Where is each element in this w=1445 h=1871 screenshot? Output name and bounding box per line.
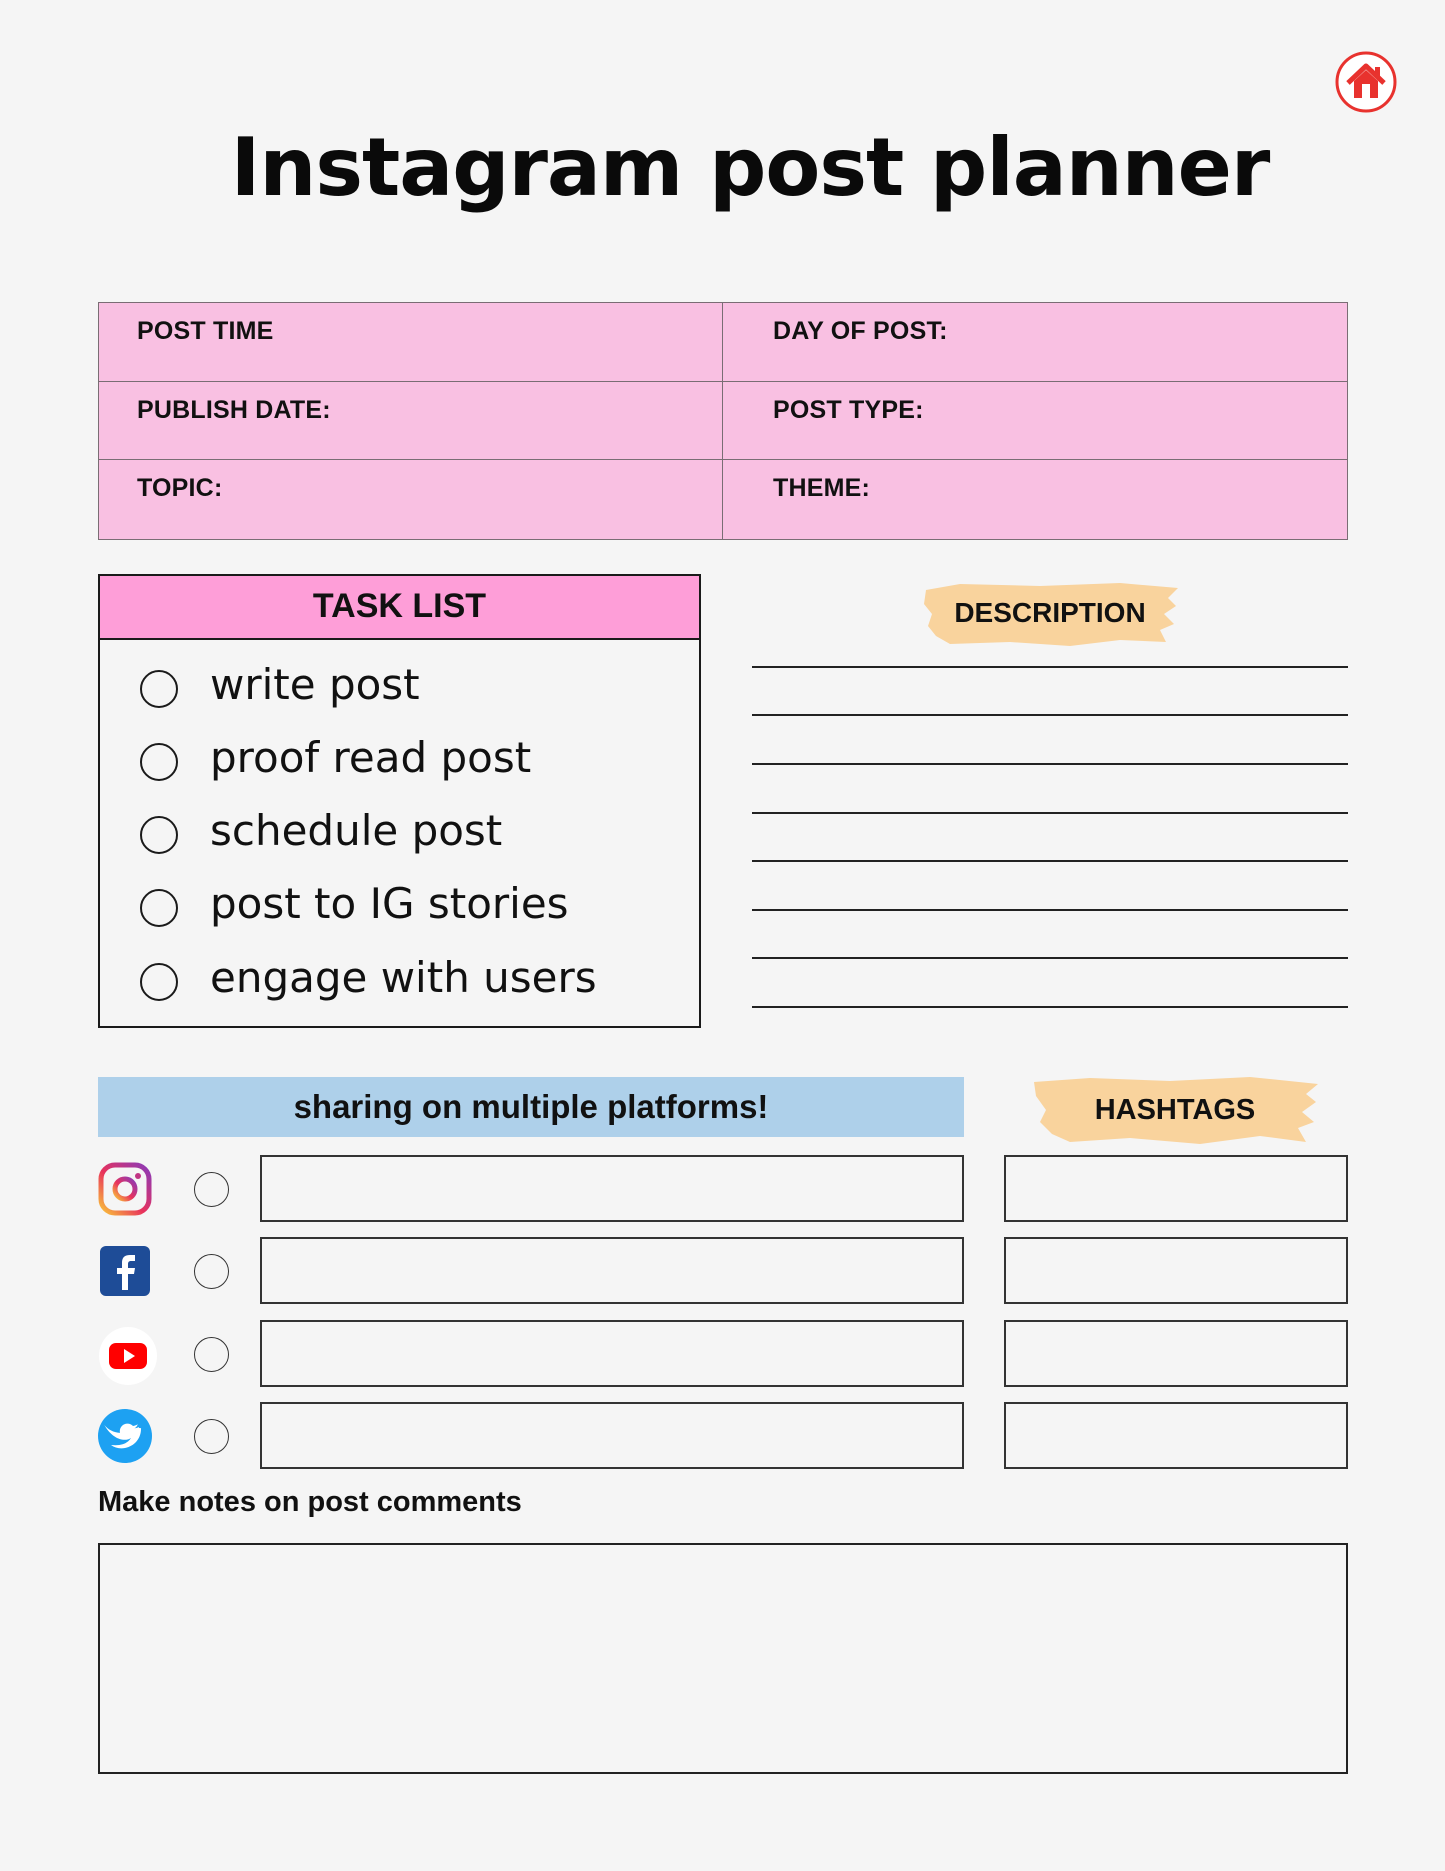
task-checkbox[interactable] bbox=[140, 889, 178, 927]
task-label: schedule post bbox=[210, 805, 503, 855]
platform-radio[interactable] bbox=[194, 1337, 229, 1372]
page-title: Instagram post planner bbox=[230, 121, 1270, 214]
platform-input[interactable] bbox=[260, 1402, 964, 1469]
topic-field[interactable]: TOPIC: bbox=[99, 460, 723, 539]
task-checkbox[interactable] bbox=[140, 743, 178, 781]
hashtags-label: HASHTAGS bbox=[1094, 1094, 1256, 1126]
instagram-icon bbox=[98, 1162, 152, 1216]
platform-radio[interactable] bbox=[194, 1172, 229, 1207]
task-label: proof read post bbox=[210, 732, 532, 782]
task-label: write post bbox=[210, 659, 420, 709]
description-line[interactable] bbox=[752, 1006, 1348, 1008]
theme-field[interactable]: THEME: bbox=[773, 474, 871, 503]
task-list bbox=[98, 574, 701, 1028]
post-info-table bbox=[98, 302, 1348, 540]
home-icon bbox=[1334, 50, 1398, 114]
notes-label: Make notes on post comments bbox=[98, 1486, 522, 1518]
platform-radio[interactable] bbox=[194, 1419, 229, 1454]
platform-input[interactable] bbox=[260, 1320, 964, 1387]
description-line[interactable] bbox=[752, 812, 1348, 814]
task-list-heading: TASK LIST bbox=[100, 576, 699, 640]
task-item[interactable] bbox=[140, 947, 597, 1007]
task-label: engage with users bbox=[210, 952, 597, 1002]
twitter-icon bbox=[97, 1408, 153, 1464]
task-item[interactable] bbox=[140, 873, 569, 933]
description-line[interactable] bbox=[752, 860, 1348, 862]
post-type-field[interactable]: POST TYPE: bbox=[723, 382, 1347, 461]
publish-date-field[interactable]: PUBLISH DATE: bbox=[99, 382, 723, 461]
platform-input[interactable] bbox=[260, 1155, 964, 1222]
youtube-icon bbox=[98, 1326, 158, 1386]
day-of-post-field[interactable]: DAY OF POST: bbox=[723, 303, 1347, 382]
task-item[interactable] bbox=[140, 800, 502, 860]
hashtag-input[interactable] bbox=[1004, 1320, 1348, 1387]
facebook-icon bbox=[98, 1244, 152, 1298]
task-checkbox[interactable] bbox=[140, 670, 178, 708]
task-item[interactable] bbox=[140, 654, 420, 714]
notes-textarea[interactable] bbox=[98, 1543, 1348, 1774]
task-item[interactable] bbox=[140, 727, 531, 787]
description-label: DESCRIPTION bbox=[954, 597, 1146, 628]
description-line[interactable] bbox=[752, 957, 1348, 959]
post-time-field[interactable]: POST TIME bbox=[99, 303, 723, 382]
home-button[interactable] bbox=[1334, 50, 1398, 114]
description-line[interactable] bbox=[752, 909, 1348, 911]
hashtag-input[interactable] bbox=[1004, 1237, 1348, 1304]
platform-radio[interactable] bbox=[194, 1254, 229, 1289]
hashtag-input[interactable] bbox=[1004, 1402, 1348, 1469]
task-checkbox[interactable] bbox=[140, 963, 178, 1001]
hashtag-input[interactable] bbox=[1004, 1155, 1348, 1222]
platforms-banner: sharing on multiple platforms! bbox=[98, 1077, 964, 1137]
task-checkbox[interactable] bbox=[140, 816, 178, 854]
task-label: post to IG stories bbox=[210, 878, 569, 928]
description-line[interactable] bbox=[752, 763, 1348, 765]
description-line[interactable] bbox=[752, 714, 1348, 716]
platform-input[interactable] bbox=[260, 1237, 964, 1304]
description-line[interactable] bbox=[752, 666, 1348, 668]
